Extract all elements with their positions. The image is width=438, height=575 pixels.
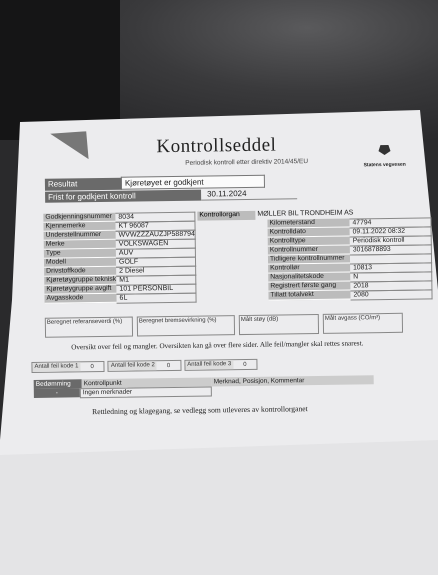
field-value: AUV	[116, 247, 196, 258]
field-label: Kjennemerke	[43, 222, 115, 232]
field-label: Drivstoffkode	[44, 267, 116, 277]
measurement-label: Beregnet bremsevirkning (%)	[138, 317, 217, 325]
field-value: 2018	[350, 280, 432, 291]
field-label: Nasjonalitetskode	[268, 273, 350, 283]
error-count-label: Antall feil kode 2	[109, 361, 157, 371]
field-label: Godkjenningsnummer	[43, 213, 115, 223]
field-label: Modell	[44, 258, 116, 268]
error-count-value: 0	[166, 362, 171, 369]
field-value: 47794	[349, 217, 431, 228]
crest-icon	[360, 143, 408, 158]
error-count-value: 0	[90, 363, 94, 370]
defects-table	[34, 375, 374, 398]
field-value: Periodisk kontroll	[350, 235, 432, 246]
measurement-box	[45, 317, 133, 338]
error-count-box	[31, 361, 105, 373]
field-value: GOLF	[116, 256, 196, 267]
measurement-box	[137, 315, 235, 336]
authority-name: Statens vegvesen	[363, 161, 406, 169]
measurement-box	[239, 314, 319, 335]
footer-text: Rettledning og klagegang, se vedlegg som utleveres av kontrollorganet	[92, 404, 308, 417]
field-label: Kjøretøygruppe teknisk	[44, 276, 116, 286]
field-value: N	[350, 271, 432, 282]
vehicle-left-column	[43, 212, 196, 304]
result-value: Kjøretøyet er godkjent	[121, 175, 264, 189]
measurement-box	[323, 313, 403, 334]
field-label: Tidligere kontrollnummer	[268, 255, 350, 265]
deadline-row	[45, 188, 297, 203]
measurement-label: Målt avgass (CO/m³)	[324, 315, 381, 322]
authority-logo	[360, 143, 408, 169]
error-count-box	[108, 360, 182, 372]
kontrollorgan-label: Kontrollorgan	[197, 211, 255, 221]
field-value: 8034	[115, 211, 195, 222]
field-label: Merke	[44, 240, 116, 250]
overview-text: Oversikt over feil og mangler. Oversikten kan gå over flere sider. Alle feil/mangler skal rettes snarest.	[71, 339, 364, 352]
vehicle-info-grid	[43, 209, 418, 304]
field-value: 2080	[350, 289, 432, 300]
field-value: 6L	[116, 292, 196, 303]
field-label: Type	[44, 249, 116, 259]
folded-corner-logo-icon	[50, 131, 90, 162]
field-label: Tillatt totalvekt	[268, 291, 350, 301]
row-checkpoint: Ingen merknader	[80, 386, 212, 398]
field-label: Kontrolldato	[268, 228, 350, 238]
error-count-value: 0	[243, 361, 247, 368]
field-value: WVWZZZAUZJP588794	[116, 229, 196, 240]
field-value: VOLKSWAGEN	[116, 238, 196, 249]
field-label: Understellnummer	[44, 231, 116, 241]
field-label: Registrert første gang	[268, 282, 350, 292]
field-value: M1	[116, 274, 196, 285]
field-label: Kontrollør	[268, 264, 350, 274]
document-title: Kontrollseddel	[156, 134, 277, 158]
document-subtitle: Periodisk kontroll etter direktiv 2014/45/EU	[185, 158, 309, 167]
row-assessment: -	[34, 388, 80, 398]
kontrollorgan-value: MØLLER BIL TRONDHEIM AS	[257, 209, 354, 218]
measurement-label: Målt støy (dB)	[240, 316, 279, 324]
col-checkpoint: Kontrollpunkt	[82, 377, 212, 388]
field-value: 3016878893	[350, 244, 432, 255]
field-label: Avgasskode	[44, 294, 116, 304]
field-label: Kontrolltype	[268, 237, 350, 247]
deadline-label: Frist for godkjent kontroll	[45, 190, 201, 203]
measurement-label: Beregnet referanseverdi (%)	[46, 318, 123, 326]
field-value: 09.11.2022 08:32	[350, 226, 432, 237]
col-remark: Merknad, Posisjon, Kommentar	[212, 375, 374, 386]
field-value: 2 Diesel	[116, 265, 196, 276]
error-count-label: Antall feil kode 3	[185, 360, 233, 370]
measurements-row	[45, 313, 407, 338]
field-label: Kilometerstand	[267, 219, 349, 229]
error-count-row	[31, 359, 260, 373]
field-label: Kontrollnummer	[268, 246, 350, 256]
col-assessment: Bedømming	[34, 379, 82, 389]
result-label: Resultat	[45, 177, 122, 190]
error-count-box	[184, 359, 258, 371]
field-label: Kjøretøygruppe avgift	[44, 285, 116, 295]
vehicle-right-column	[261, 208, 432, 300]
deadline-value: 30.11.2024	[201, 188, 297, 200]
field-value: 101 PERSONBIL	[116, 283, 196, 294]
document-sheet	[28, 112, 438, 458]
field-value: 10813	[350, 262, 432, 273]
field-value: KT 96087	[115, 220, 195, 231]
error-count-label: Antall feil kode 1	[32, 362, 80, 372]
